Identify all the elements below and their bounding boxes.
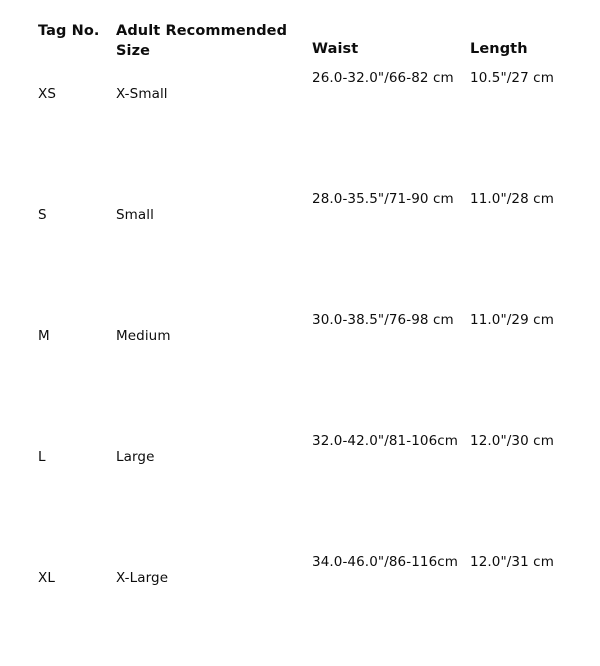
size-chart-table [38, 22, 590, 666]
cell-length: 11.0"/28 cm [470, 191, 554, 208]
table-header-row [38, 22, 590, 61]
table-row [38, 424, 590, 545]
cell-tag-no: L [38, 449, 46, 466]
cell-waist: 32.0-42.0"/81-106cm [312, 433, 459, 450]
cell-size: Large [116, 449, 155, 466]
cell-waist: 26.0-32.0"/66-82 cm [312, 70, 454, 87]
table-row [38, 303, 590, 424]
column-header-adult-recommended-size: Adult Recommended Size [116, 23, 288, 59]
column-header-waist: Waist [312, 41, 359, 57]
cell-waist: 28.0-35.5"/71-90 cm [312, 191, 454, 208]
cell-tag-no: XL [38, 570, 55, 587]
cell-length: 12.0"/31 cm [470, 554, 554, 571]
cell-size: X-Large [116, 570, 169, 587]
table-row [38, 182, 590, 303]
cell-length: 10.5"/27 cm [470, 70, 554, 87]
cell-tag-no: M [38, 328, 50, 345]
table-header [38, 22, 590, 61]
cell-waist: 30.0-38.5"/76-98 cm [312, 312, 454, 329]
cell-tag-no: S [38, 207, 47, 224]
cell-size: X-Small [116, 86, 168, 103]
cell-length: 11.0"/29 cm [470, 312, 554, 329]
column-header-tag-no: Tag No. [38, 23, 100, 39]
cell-tag-no: XS [38, 86, 57, 103]
cell-waist: 34.0-46.0"/86-116cm [312, 554, 459, 571]
cell-size: Small [116, 207, 154, 224]
column-header-length: Length [470, 41, 528, 57]
table-body [38, 61, 590, 666]
cell-size: Medium [116, 328, 171, 345]
cell-length: 12.0"/30 cm [470, 433, 554, 450]
table-row [38, 545, 590, 666]
table-row [38, 61, 590, 182]
